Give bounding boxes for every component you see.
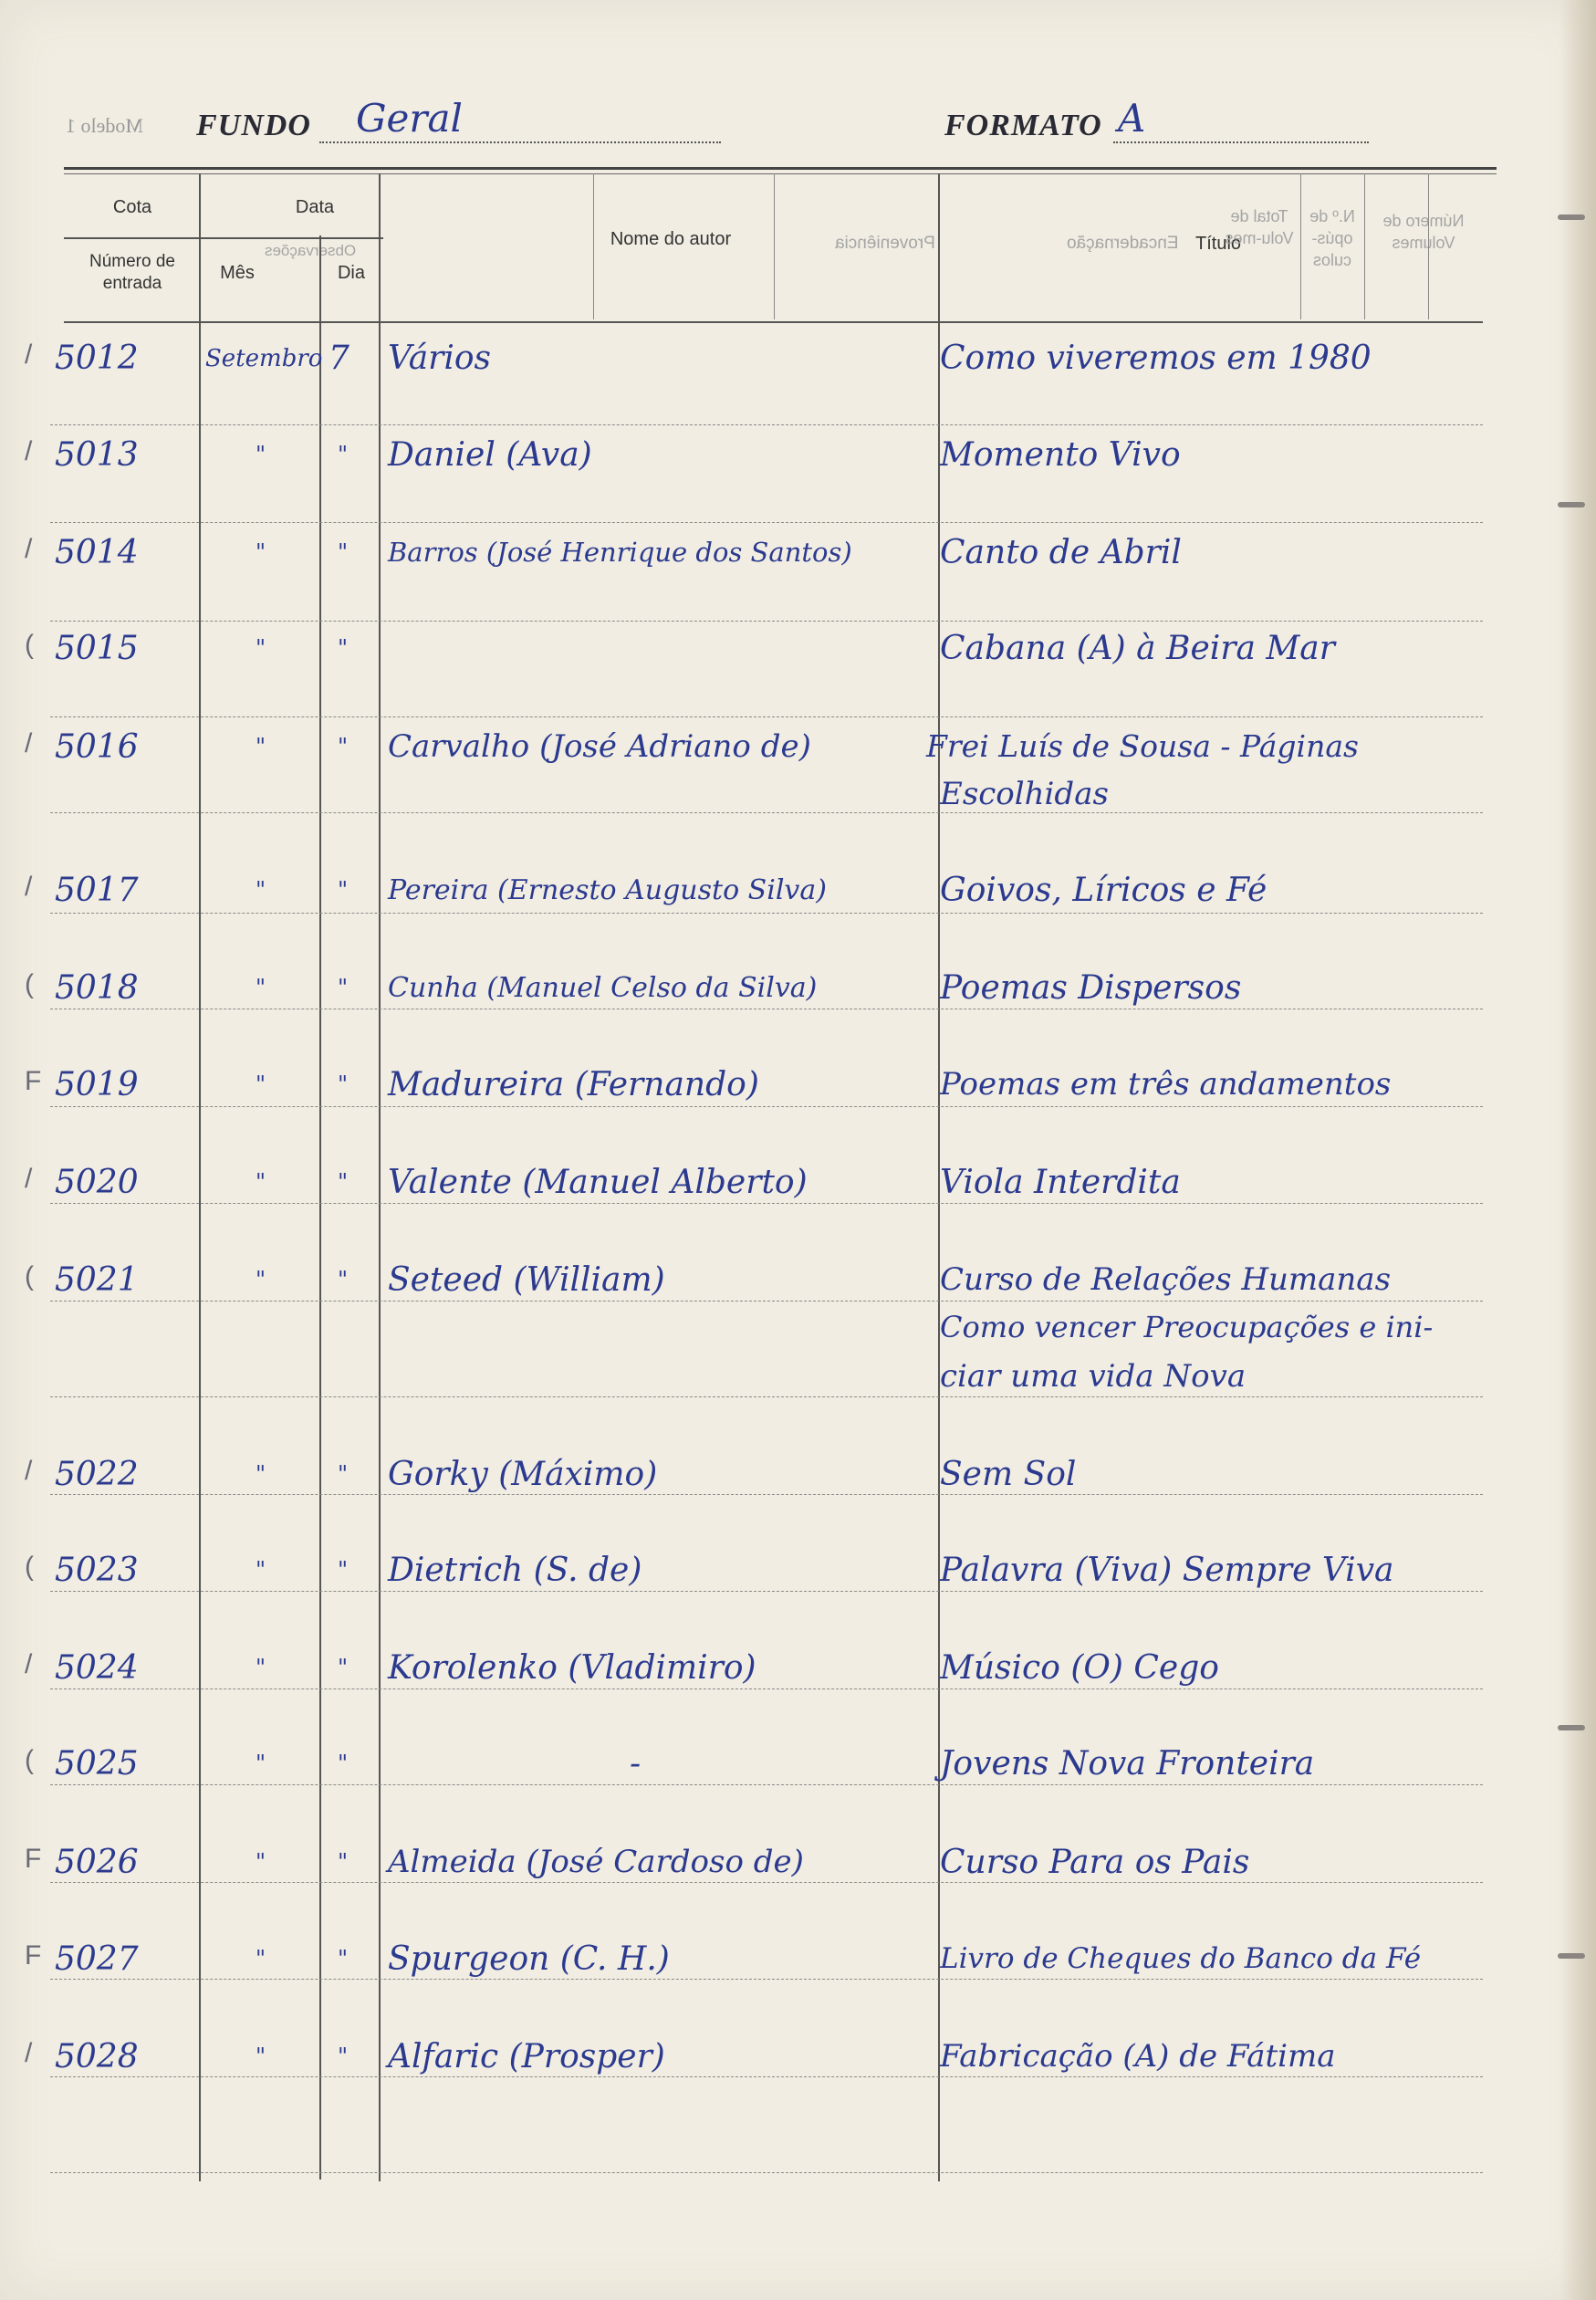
row-line (50, 1301, 1483, 1302)
column-line (774, 173, 775, 319)
entry-number: 5017 (55, 872, 139, 909)
header-rule (64, 167, 1497, 170)
header-bottom-rule (64, 321, 1483, 323)
entry-number: 5023 (55, 1552, 139, 1589)
binder-hole-mark (1558, 1953, 1585, 1959)
entry-day: " (338, 1655, 349, 1680)
formato-value: A (1118, 96, 1146, 141)
entry-day: " (338, 1461, 349, 1487)
col-encadernacao: Encadernação (1066, 234, 1179, 253)
col-total-volumes: Total de Volu-mes (1225, 207, 1294, 247)
entry-author: Spurgeon (C. H.) (388, 1940, 670, 1978)
entry-author: Gorky (Máximo) (388, 1456, 658, 1493)
fundo-label: FUNDO (196, 109, 311, 142)
entry-month: " (256, 1655, 266, 1680)
col-dia: Dia (337, 263, 365, 283)
row-line (50, 1688, 1483, 1689)
entry-title-cont: Como vencer Preocupações e ini- (940, 1310, 1434, 1344)
entry-day: " (338, 1169, 349, 1195)
entry-author: - (630, 1745, 642, 1782)
entry-day: 7 (329, 340, 349, 377)
entry-number: 5012 (55, 340, 139, 377)
entry-author: Vários (388, 340, 492, 377)
table-header (64, 178, 1497, 324)
column-line (319, 235, 321, 2180)
entry-month: Setembro (205, 345, 323, 372)
row-line (50, 2076, 1483, 2077)
entry-month: " (256, 1849, 266, 1875)
entry-title: Curso Para os Pais (940, 1844, 1250, 1881)
column-line (1300, 173, 1301, 319)
data-divider (201, 237, 383, 239)
entry-author: Dietrich (S. de) (388, 1552, 642, 1589)
row-line (50, 1882, 1483, 1883)
row-line (50, 2172, 1483, 2173)
ledger-page: Modelo 1 FUNDO Geral FORMATO A Cota Número de entrada Data Observações Mês Dia Nome do autor Proveniência Encadernação Título Total de Volu-mes N.º de opús-culos Número de Volumes / 5012 Setembro 7 Vários Como viveremos em 1980 / 5013 " " Daniel (Ava) Momento Vivo / 5014 " " Barros (José Henrique dos Santos) Canto de Abril ( 5015 " " Cabana (A) à Beira Mar / 5016 " " Carvalho (José Adriano de) Frei Luís de Sousa - Páginas Escolhidas / 5017 " " Pereira (Ernesto Augusto Silva) Goivos, Líricos e Fé ( 5018 " " Cunha (Manuel Celso da Silva) Poemas Dispersos F 5019 " " Madureira (Fernando) Poemas em três andamentos / 5020 " " Valente (Manuel Alberto) Viola Interdita ( 5021 " " Seteed (William) Curso de Relações Humanas Como vencer Preocupações e ini- ciar uma vida Nova / 5022 " " Gorky (Máximo) Sem Sol ( 5023 " " Dietrich (S. de) Palavra (Viva) Sempre Viva / 5024 " " Korolenko (Vladimiro) Músico (O) Cego ( 5025 " " - Jovens Nova Fronteira F 5026 " " Almeida (José Cardoso de) Curso Para os Pais F 5027 " " Spurgeon (C. H.) Livro de Cheques do Banco da Fé / 5028 " " Alfaric (Prosper) Fabricação (A) de Fátima (0, 0, 1596, 2300)
binder-hole-mark (1558, 214, 1585, 220)
entry-month: " (256, 734, 266, 759)
entry-month: " (256, 1072, 266, 1097)
entry-day: " (338, 635, 349, 661)
entry-month: " (256, 1169, 266, 1195)
entry-number: 5018 (55, 969, 139, 1007)
entry-author: Carvalho (José Adriano de) (388, 728, 811, 765)
entry-month: " (256, 877, 266, 903)
row-line (50, 522, 1483, 523)
formato-underline (1113, 141, 1369, 143)
col-cota: Cota (112, 197, 152, 217)
entry-day: " (338, 442, 349, 467)
col-numero-entrada: Número de entrada (89, 252, 175, 293)
entry-day: " (338, 975, 349, 1000)
entry-number: 5028 (55, 2038, 139, 2075)
row-line (50, 1203, 1483, 1204)
entry-author: Daniel (Ava) (388, 436, 592, 474)
entry-title-cont: ciar uma vida Nova (940, 1358, 1247, 1395)
col-numero-volumes: Número de Volumes (1382, 212, 1465, 252)
fundo-underline (319, 141, 721, 143)
entry-day: " (338, 1267, 349, 1292)
col-n-opusculos: N.º de opús-culos (1309, 207, 1355, 269)
entry-day: " (338, 734, 349, 759)
entry-title: Curso de Relações Humanas (940, 1261, 1392, 1298)
row-line (50, 1979, 1483, 1980)
row-line (50, 1591, 1483, 1592)
entry-month: " (256, 442, 266, 467)
entry-month: " (256, 635, 266, 661)
col-proveniencia: Proveniência (835, 234, 935, 253)
entry-title: Livro de Cheques do Banco da Fé (940, 1942, 1422, 1975)
entry-title: Cabana (A) à Beira Mar (940, 630, 1335, 667)
entry-number: 5025 (55, 1745, 139, 1782)
entry-title: Viola Interdita (940, 1164, 1181, 1201)
entry-author: Barros (José Henrique dos Santos) (388, 537, 852, 568)
col-titulo: Título (1194, 234, 1242, 254)
entry-day: " (338, 539, 349, 565)
entry-number: 5014 (55, 534, 139, 571)
entry-title: Goivos, Líricos e Fé (940, 872, 1267, 909)
entry-title: Frei Luís de Sousa - Páginas (926, 728, 1359, 764)
row-line (50, 716, 1483, 717)
entry-author: Seteed (William) (388, 1261, 665, 1299)
col-observacoes: Observações (264, 242, 357, 259)
entry-title: Poemas em três andamentos (940, 1066, 1392, 1103)
entry-number: 5020 (55, 1164, 139, 1201)
entry-month: " (256, 1557, 266, 1583)
col-mes: Mês (220, 263, 255, 283)
row-line (50, 913, 1483, 914)
entry-month: " (256, 1267, 266, 1292)
entry-day: " (338, 1751, 349, 1776)
entry-title: Como viveremos em 1980 (940, 340, 1372, 377)
entry-title: Fabricação (A) de Fátima (940, 2038, 1336, 2075)
entry-title: Canto de Abril (940, 534, 1182, 571)
entry-month: " (256, 1751, 266, 1776)
row-line (50, 1784, 1483, 1785)
entry-title: Sem Sol (940, 1456, 1077, 1493)
entry-title: Músico (O) Cego (940, 1649, 1219, 1687)
column-line (199, 173, 201, 2181)
row-line (50, 424, 1483, 425)
entry-title: Palavra (Viva) Sempre Viva (940, 1552, 1394, 1589)
entry-number: 5016 (55, 728, 139, 766)
col-data: Data (295, 197, 335, 217)
entry-title: Jovens Nova Fronteira (940, 1745, 1315, 1782)
column-line (593, 173, 594, 319)
fundo-value: Geral (356, 96, 463, 141)
entry-month: " (256, 1946, 266, 1971)
entry-author: Korolenko (Vladimiro) (388, 1649, 756, 1687)
binder-hole-mark (1558, 502, 1585, 507)
row-line (50, 812, 1483, 813)
row-line (50, 1106, 1483, 1107)
entry-title-cont: Escolhidas (940, 776, 1109, 812)
entry-author: Valente (Manuel Alberto) (388, 1164, 808, 1201)
entry-title: Poemas Dispersos (940, 969, 1242, 1007)
row-line (50, 1396, 1483, 1397)
entry-day: " (338, 1072, 349, 1097)
entry-number: 5021 (55, 1261, 139, 1299)
entry-day: " (338, 877, 349, 903)
entry-number: 5026 (55, 1844, 139, 1881)
entry-author: Cunha (Manuel Celso da Silva) (388, 972, 818, 1004)
entry-author: Pereira (Ernesto Augusto Silva) (388, 874, 827, 906)
binder-hole-mark (1558, 1725, 1585, 1730)
entry-day: " (338, 1849, 349, 1875)
header-rule-thin (64, 173, 1497, 174)
row-line (50, 621, 1483, 622)
column-line (379, 173, 381, 2181)
entry-day: " (338, 1946, 349, 1971)
formato-label: FORMATO (944, 109, 1102, 142)
entry-author: Almeida (José Cardoso de) (388, 1844, 804, 1880)
entry-number: 5013 (55, 436, 139, 474)
entry-month: " (256, 975, 266, 1000)
entry-month: " (256, 539, 266, 565)
model-label: Modelo 1 (66, 114, 143, 137)
entry-number: 5015 (55, 630, 139, 667)
entry-number: 5024 (55, 1649, 139, 1687)
row-line (50, 1494, 1483, 1495)
column-line (1428, 173, 1429, 319)
entry-month: " (256, 2044, 266, 2069)
entry-author: Madureira (Fernando) (388, 1066, 759, 1103)
entry-number: 5027 (55, 1940, 139, 1978)
entry-author: Alfaric (Prosper) (388, 2038, 665, 2075)
column-line (1364, 173, 1365, 319)
cota-divider (64, 237, 201, 239)
entry-number: 5022 (55, 1456, 139, 1493)
entry-number: 5019 (55, 1066, 139, 1103)
page-header (55, 87, 1515, 160)
entry-month: " (256, 1461, 266, 1487)
entry-day: " (338, 2044, 349, 2069)
entry-title: Momento Vivo (940, 436, 1181, 474)
col-nome-autor: Nome do autor (610, 229, 732, 249)
entry-day: " (338, 1557, 349, 1583)
